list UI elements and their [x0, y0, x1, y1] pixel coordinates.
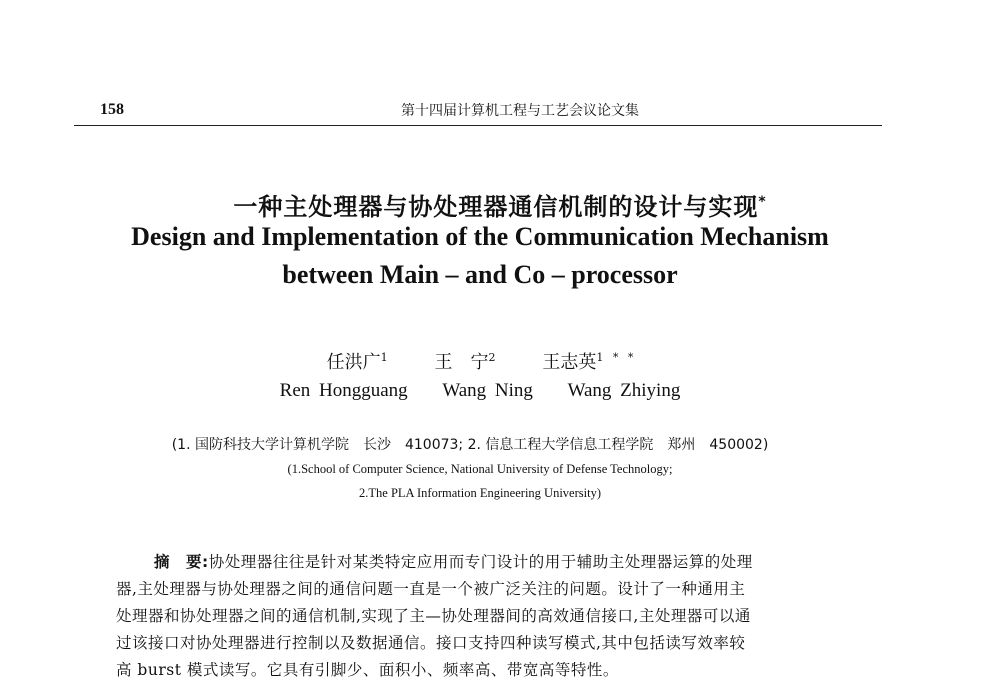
page-number: 158 [100, 101, 124, 118]
english-affiliation-line-2: 2.The PLA Information Engineering University) [359, 486, 601, 500]
author-name: 王志英 [542, 352, 597, 373]
abstract-line: 器,主处理器与协处理器之间的通信问题一直是一个被广泛关注的问题。设计了一种通用主 [116, 580, 746, 598]
author-affiliation-mark: 1 [380, 351, 388, 364]
chinese-affiliations: (1. 国防科技大学计算机学院 长沙 410073; 2. 信息工程大学信息工程学院 郑州 450002) [171, 437, 769, 453]
abstract-line: 处理器和协处理器之间的通信机制,实现了主—协处理器间的高效通信接口,主处理器可以通 [116, 607, 751, 625]
author-affiliation-mark: 2 [488, 351, 496, 364]
english-title-line-2: between Main – and Co – processor [282, 260, 678, 289]
abstract [116, 549, 856, 684]
english-affiliation-line-1: (1.School of Computer Science, National University of Defense Technology; [287, 462, 673, 476]
abstract-label: 摘 要: [154, 553, 209, 571]
author-affiliation-mark: 1 * * [596, 351, 634, 364]
abstract-line: 过该接口对协处理器进行控制以及数据通信。接口支持四种读写模式,其中包括读写效率较 [116, 634, 746, 652]
author-name: 任洪广 [326, 352, 381, 373]
english-authors: Ren Hongguang Wang Ning Wang Zhiying [279, 380, 681, 401]
chinese-title-text: 一种主处理器与协处理器通信机制的设计与实现 [233, 193, 759, 221]
title-footnote-mark: * [758, 194, 767, 210]
chinese-authors [0, 348, 960, 374]
chinese-title [0, 187, 1000, 222]
abstract-text: 协处理器往往是针对某类特定应用而专门设计的用于辅助主处理器运算的处理 [208, 553, 753, 571]
english-title-line-1: Design and Implementation of the Communication Mechanism [131, 222, 829, 251]
header-rule [74, 125, 882, 126]
abstract-line [116, 549, 856, 576]
running-header-title: 第十四届计算机工程与工艺会议论文集 [401, 103, 639, 119]
abstract-line: 高 burst 模式读写。它具有引脚少、面积小、频率高、带宽高等特性。 [116, 661, 619, 679]
author-name: 王 宁 [434, 352, 489, 373]
